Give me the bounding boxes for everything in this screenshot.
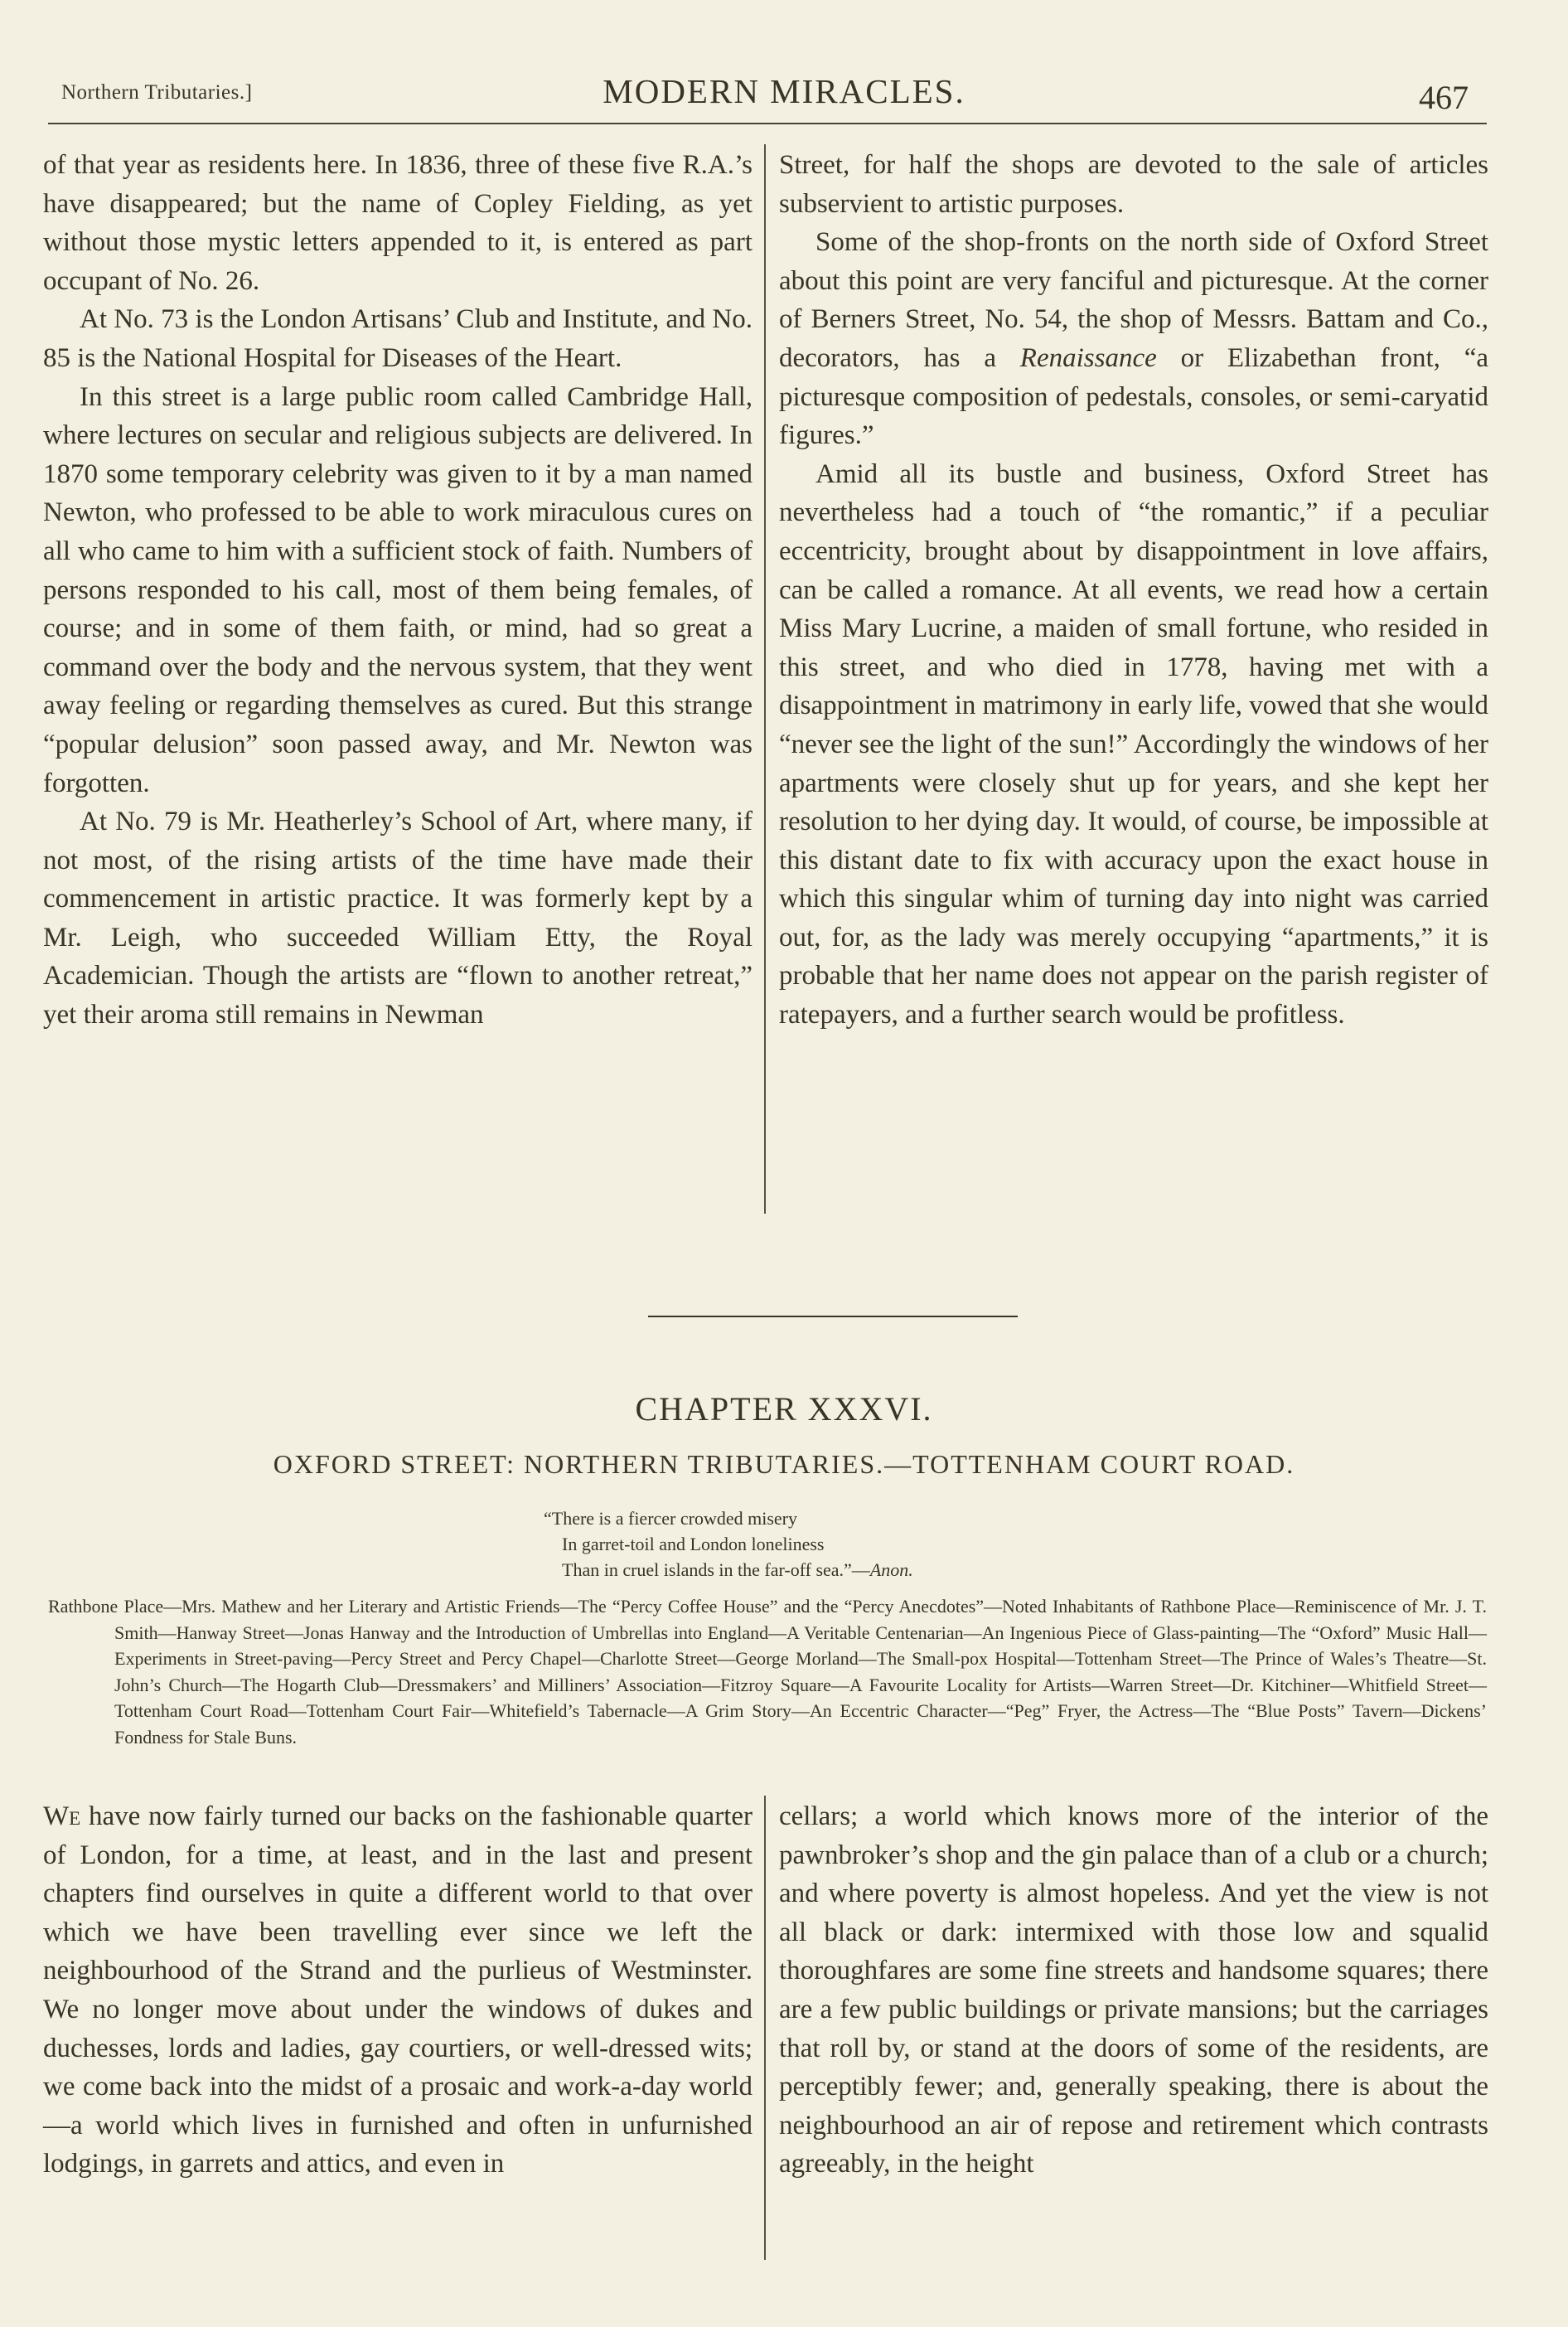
header-rule bbox=[48, 123, 1487, 124]
column-divider-bottom bbox=[764, 1796, 766, 2260]
epigraph bbox=[544, 1505, 913, 1583]
paragraph-text: Some of the shop-fronts on the north side of Oxford Street about this point are very fanciful and picturesque. At the corner of Berners Street, No. 54, the shop of Messrs. Battam and Co., decorators, has a bbox=[779, 227, 1488, 373]
paragraph: of that year as residents here. In 1836, three of these five R.A.’s have disappeared; but the name of Copley Fielding, as yet without those mystic letters appended to it, is entered as part occupant of No. 26. bbox=[43, 150, 753, 296]
epigraph-line bbox=[544, 1557, 913, 1583]
paragraph bbox=[43, 1797, 753, 2184]
epigraph-attribution: Anon. bbox=[869, 1559, 913, 1580]
paragraph-text: or Elizabethan front, “a picturesque composition of pedestals, consoles, or semi-caryatid figures.” bbox=[779, 342, 1488, 451]
bottom-right-column bbox=[779, 1797, 1488, 2184]
chapter-subtitle: OXFORD STREET: NORTHERN TRIBUTARIES.—TOTTENHAM COURT ROAD. bbox=[273, 1449, 1295, 1479]
paragraph-text: have now fairly turned our backs on the fashionable quarter of London, for a time, at least, and in the last and present chapters find ourselves in quite a different world to that over which we have been travelling ever since we left the neighbourhood of the Strand and the purlieus of Westminster. We no longer move about under the windows of dukes and duchesses, lords and ladies, gay courtiers, or well-dressed wits; we come back into the midst of a prosaic and work-a-day world—a world which lives in furnished and often in unfurnished lodgings, in garrets and attics, and even in bbox=[43, 1801, 753, 2179]
epigraph-line: “There is a fiercer crowded misery bbox=[544, 1508, 798, 1529]
paragraph: At No. 73 is the London Artisans’ Club and Institute, and No. 85 is the National Hospital for Diseases of the Heart. bbox=[43, 304, 753, 373]
paragraph: In this street is a large public room called Cambridge Hall, where lectures on secular and religious subjects are delivered. In 1870 some temporary celebrity was given to it by a man named Newton, who professed to be able to work miraculous cures on all who came to him with a sufficient stock of faith. Numbers of persons responded to his call, most of them being females, of course; and in some of them faith, or mind, had so great a command over the body and the nervous system, that they went away feeling or regarding themselves as cured. But this strange “popular delusion” soon passed away, and Mr. Newton was forgotten. bbox=[43, 381, 753, 798]
paragraph: Street, for half the shops are devoted to the sale of articles subservient to artistic purposes. bbox=[779, 150, 1488, 219]
italic-term: Renaissance bbox=[1019, 342, 1157, 373]
opening-word: We bbox=[43, 1801, 81, 1831]
chapter-synopsis: Rathbone Place—Mrs. Mathew and her Literary and Artistic Friends—The “Percy Coffee House” and the “Percy Anecdotes”—Noted Inhabitants of Rathbone Place—Reminiscence of Mr. J. T. Smith—Hanway Street—Jonas Hanway and the Introduction of Umbrellas into England—A Veritable Centenarian—An Ingenious Piece of Glass-painting—The “Oxford” Music Hall—Experiments in Street-paving—Percy Street and Percy Chapel—Charlotte Street—George Morland—The Small-pox Hospital—Tottenham Street—The Prince of Wales’s Theatre—St. John’s Church—The Hogarth Club—Dressmakers’ and Milliners’ Association—Fitzroy Square—A Favourite Locality for Artists—Warren Street—Dr. Kitchiner—Whitfield Street—Tottenham Court Road—Tottenham Court Fair—Whitefield’s Tabernacle—A Grim Story—An Eccentric Character—“Peg” Fryer, the Actress—The “Blue Posts” Tavern—Dickens’ Fondness for Stale Buns. bbox=[48, 1596, 1487, 1748]
top-left-column bbox=[43, 146, 753, 1035]
top-right-column bbox=[779, 146, 1488, 1035]
paragraph: Amid all its bustle and business, Oxford Street has nevertheless had a touch of “the romantic,” if a peculiar eccentricity, brought about by disappointment in love affairs, can be called a romance. At all events, we read how a certain Miss Mary Lucrine, a maiden of small fortune, who resided in this street, and who died in 1778, having met with a disappointment in matrimony in early life, vowed that she would “never see the light of the sun!” Accordingly the windows of her apartments were closely shut up for years, and she kept her resolution to her dying day. It would, of course, be impossible at this distant date to fix with accuracy upon the exact house in which this singular whim of turning day into night was carried out, for, as the lady was merely occupying “apartments,” it is probable that her name does not appear on the parish register of ratepayers, and a further search would be profitless. bbox=[779, 458, 1489, 1030]
running-head-title: MODERN MIRACLES. bbox=[603, 72, 965, 110]
chapter-title: CHAPTER XXXVI. bbox=[635, 1390, 933, 1428]
running-head-section: Northern Tributaries.] bbox=[61, 81, 253, 104]
column-divider-top bbox=[764, 144, 766, 1214]
paragraph bbox=[779, 223, 1488, 455]
paragraph: cellars; a world which knows more of the interior of the pawnbroker’s shop and the gin palace than of a club or a church; and where poverty is almost hopeless. And yet the view is not all black or dark: intermixed with those low and squalid thoroughfares are some fine streets and handsome squares; there are a few public buildings or private mansions; but the carriages that roll by, or stand at the doors of some of the residents, are perceptibly fewer; and, generally speaking, there is about the neighbourhood an air of repose and retirement which contrasts agreeably, in the height bbox=[779, 1801, 1488, 2179]
epigraph-text: Than in cruel islands in the far-off sea.”— bbox=[562, 1559, 870, 1580]
epigraph-line: In garret-toil and London loneliness bbox=[562, 1534, 825, 1554]
page-number: 467 bbox=[1419, 79, 1469, 116]
bottom-left-column bbox=[43, 1797, 753, 2184]
section-rule bbox=[648, 1316, 1018, 1317]
paragraph: At No. 79 is Mr. Heatherley’s School of Art, where many, if not most, of the rising artists of the time have made their commencement in artistic practice. It was formerly kept by a Mr. Leigh, who succeeded William Etty, the Royal Academician. Though the artists are “flown to another retreat,” yet their aroma still remains in Newman bbox=[43, 807, 753, 1030]
